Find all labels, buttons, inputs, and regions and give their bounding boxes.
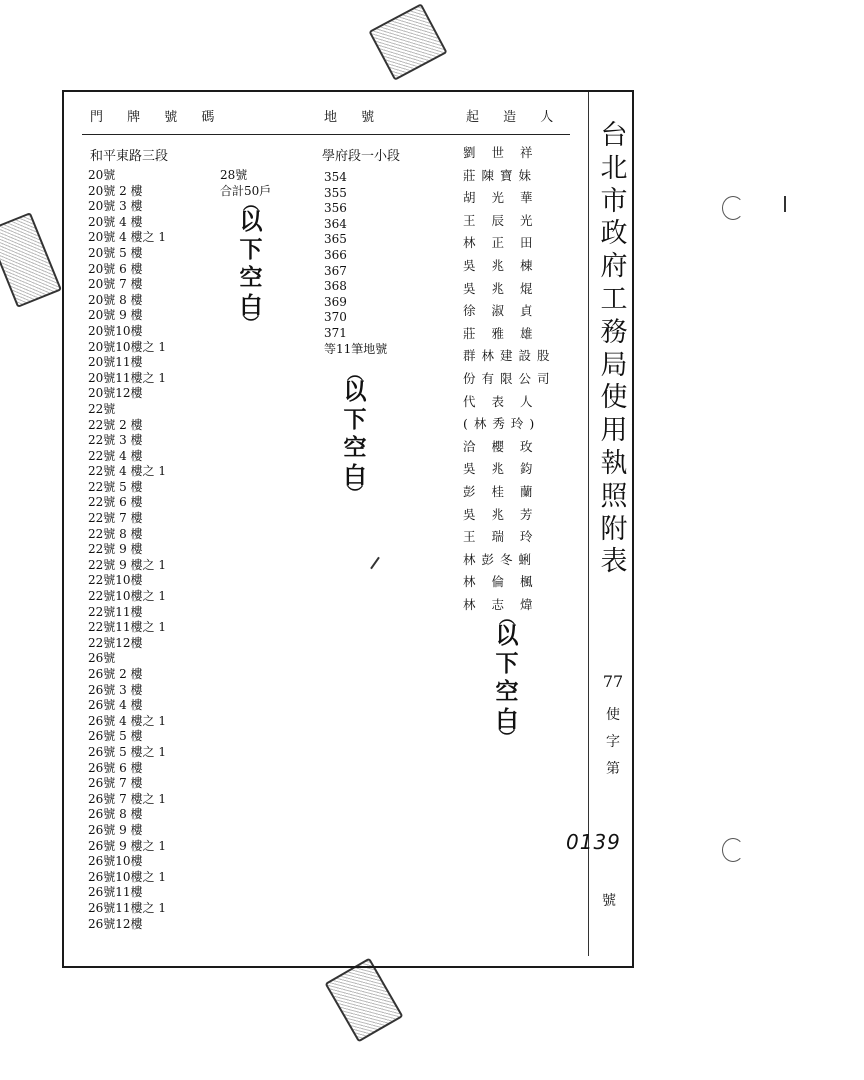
- door-number-entry: 26號 3 樓: [88, 682, 143, 697]
- title-char: 台: [600, 120, 628, 151]
- blank-note: [340, 364, 370, 503]
- door-number-entry: 26號 5 樓: [88, 729, 143, 744]
- permit-type-char: 第: [606, 761, 620, 777]
- lot-number-entry: 370: [324, 310, 347, 325]
- door-number-entry: 26號 9 樓之 1: [88, 838, 166, 853]
- blank-note-char: 白: [239, 293, 263, 319]
- blank-note-char: 下: [495, 651, 519, 677]
- seal-stamp-top: [368, 3, 447, 81]
- door-number-entry: 22號 2 樓: [88, 417, 143, 432]
- blank-note-char: 以: [343, 379, 367, 405]
- title-char: 北: [600, 152, 628, 184]
- door-number-entry: 20號 5 樓: [88, 245, 143, 260]
- door-extra-total: 合計50戶: [220, 183, 272, 198]
- blank-note-char: 空: [495, 679, 519, 705]
- title-char: 照: [600, 480, 628, 512]
- door-number-list: [88, 168, 166, 932]
- permit-type: [600, 702, 626, 783]
- seal-stamp-left: [0, 212, 62, 308]
- lot-number-entry: 369: [324, 294, 347, 309]
- builder-entry: 胡 光 華: [463, 190, 539, 206]
- builder-entry: 徐 淑 貞: [463, 303, 539, 319]
- blank-note-char: 白: [495, 707, 519, 733]
- door-number-entry: 20號 3 樓: [88, 199, 143, 214]
- blank-note-char: 空: [343, 435, 367, 461]
- blank-note-char: 白: [343, 463, 367, 489]
- builder-entry: (林秀玲): [463, 416, 541, 432]
- title-char: 市: [600, 185, 628, 217]
- road-name: 和平東路三段: [90, 149, 169, 164]
- door-number-entry: 22號10樓: [88, 573, 143, 588]
- builder-entry: 莊陳寶妹: [463, 167, 538, 183]
- title-char: 表: [600, 546, 628, 578]
- blank-note: [492, 608, 522, 747]
- builder-entry: 林 志 煒: [463, 596, 539, 612]
- builder-entry: 份有限公司: [463, 370, 556, 386]
- builder-entry: 劉 世 祥: [463, 145, 539, 160]
- door-number-entry: 22號 9 樓之 1: [88, 557, 166, 572]
- title-char: 府: [600, 251, 628, 283]
- builder-entry: 林 倫 楓: [463, 574, 539, 590]
- lot-number-entry: 356: [324, 201, 347, 216]
- door-number-entry: 26號 6 樓: [88, 760, 143, 775]
- title-char: 務: [600, 316, 628, 348]
- lot-number-entry: 等11筆地號: [324, 341, 388, 356]
- lot-number-entry: 366: [324, 247, 347, 262]
- builder-entry: 莊 雅 雄: [463, 325, 539, 341]
- door-number-entry: 22號 5 樓: [88, 479, 143, 494]
- seal-stamp-bottom: [324, 958, 403, 1043]
- permit-type-char: 使: [606, 707, 620, 723]
- lot-number-entry: 354: [324, 170, 347, 184]
- header-door-number: 門 牌 號 碼: [90, 110, 225, 125]
- door-number-entry: 20號 4 樓之 1: [88, 230, 166, 245]
- door-number-entry: 20號12樓: [88, 386, 143, 401]
- door-number-entry: 20號 7 樓: [88, 277, 143, 292]
- builder-entry: 代 表 人: [463, 393, 539, 409]
- builder-entry: 吳 兆 芳: [463, 506, 539, 522]
- door-number-entry: 20號 2 樓: [88, 183, 143, 198]
- door-number-entry: 26號 4 樓: [88, 698, 143, 713]
- door-number-entry: 26號10樓之 1: [88, 869, 166, 884]
- lot-number-entry: 364: [324, 216, 347, 231]
- blank-note-char: 下: [343, 407, 367, 433]
- lot-number-entry: 368: [324, 279, 347, 294]
- header-rule: [82, 134, 570, 135]
- paren-close: ︶: [498, 728, 515, 747]
- door-number-entry: 22號11樓: [88, 604, 143, 619]
- title-char: 附: [600, 513, 628, 545]
- blank-note: [236, 194, 266, 333]
- door-number-entry: 22號11樓之 1: [88, 620, 166, 635]
- scan-mark: [722, 838, 744, 862]
- title-char: 執: [600, 447, 628, 479]
- vertical-title: [598, 120, 630, 579]
- paren-open: ︵: [242, 194, 259, 213]
- builder-entry: 彭 桂 蘭: [463, 483, 539, 499]
- builder-entry: 王 辰 光: [463, 212, 539, 228]
- builder-entry: 林彭冬蜊: [463, 551, 538, 567]
- title-char: 工: [600, 283, 628, 315]
- permit-hao: 號: [602, 893, 616, 909]
- door-number-entry: 22號 4 樓: [88, 448, 143, 463]
- header-lot-number: 地 號: [324, 110, 385, 125]
- door-number-entry: 22號: [88, 401, 116, 416]
- door-number-entry: 20號: [88, 168, 116, 182]
- lot-number-entry: 367: [324, 263, 347, 278]
- blank-note-char: 以: [239, 209, 263, 235]
- door-number-entry: 26號 7 樓: [88, 776, 143, 791]
- permit-type-char: 字: [606, 734, 620, 750]
- door-number-entry: 26號 7 樓之 1: [88, 791, 166, 806]
- door-number-entry: 22號 9 樓: [88, 542, 143, 557]
- builder-entry: 洽 櫻 玫: [463, 438, 539, 454]
- builder-entry: 吳 兆 棟: [463, 257, 539, 273]
- paren-open: ︵: [498, 608, 515, 627]
- door-number-entry: 26號: [88, 651, 116, 666]
- builder-entry: 吳 兆 鈞: [463, 461, 539, 477]
- door-number-entry: 22號 8 樓: [88, 526, 143, 541]
- door-number-entry: 26號 8 樓: [88, 807, 143, 822]
- lot-section: 學府段一小段: [322, 149, 401, 164]
- title-char: 用: [600, 415, 628, 447]
- scan-mark: [784, 196, 786, 212]
- door-number-entry: 20號10樓之 1: [88, 339, 166, 354]
- door-number-entry: 26號11樓: [88, 885, 143, 900]
- door-extra-number: 28號: [220, 168, 248, 182]
- door-number-entry: 20號10樓: [88, 323, 143, 338]
- title-char: 局: [600, 349, 628, 381]
- door-number-entry: 20號 6 樓: [88, 261, 143, 276]
- door-number-entry: 22號12樓: [88, 635, 143, 650]
- title-char: 政: [600, 218, 628, 250]
- door-number-entry: 22號 3 樓: [88, 433, 143, 448]
- blank-note-char: 以: [495, 623, 519, 649]
- door-number-entry: 20號 8 樓: [88, 292, 143, 307]
- door-number-entry: 20號 4 樓: [88, 214, 143, 229]
- door-number-entry: 22號10樓之 1: [88, 589, 166, 604]
- title-divider: [588, 92, 589, 956]
- door-number-entry: 22號 7 樓: [88, 511, 143, 526]
- permit-number: 0139: [566, 830, 621, 854]
- paren-open: ︵: [346, 364, 363, 383]
- door-number-entry: 26號 4 樓之 1: [88, 713, 166, 728]
- lot-number-entry: 355: [324, 185, 347, 200]
- door-number-entry: 26號10樓: [88, 854, 143, 869]
- door-number-entry: 26號 9 樓: [88, 822, 143, 837]
- door-number-entry: 26號12樓: [88, 916, 143, 931]
- lot-number-entry: 365: [324, 232, 347, 247]
- builder-entry: 林 正 田: [463, 235, 539, 251]
- door-number-entry: 20號11樓之 1: [88, 370, 166, 385]
- paren-close: ︶: [346, 484, 363, 503]
- table-header: [62, 106, 572, 128]
- builder-entry: 王 瑞 玲: [463, 529, 539, 545]
- door-number-entry: 22號 6 樓: [88, 495, 143, 510]
- header-builder: 起 造 人: [466, 110, 564, 125]
- door-number-entry: 26號11樓之 1: [88, 900, 166, 915]
- paren-close: ︶: [242, 314, 259, 333]
- door-number-entry: 20號 9 樓: [88, 308, 143, 323]
- blank-note-char: 空: [239, 265, 263, 291]
- permit-year: 77: [602, 672, 624, 691]
- door-number-entry: 22號 4 樓之 1: [88, 464, 166, 479]
- lot-number-entry: 371: [324, 325, 347, 340]
- blank-note-char: 下: [239, 237, 263, 263]
- scan-mark: [722, 196, 744, 220]
- builder-entry: 吳 兆 焜: [463, 280, 539, 296]
- builder-list: [463, 142, 556, 616]
- title-char: 使: [600, 382, 628, 414]
- door-number-entry: 20號11樓: [88, 355, 143, 370]
- lot-number-list: [324, 170, 387, 357]
- builder-entry: 群林建設股: [463, 348, 556, 364]
- door-number-entry: 26號 5 樓之 1: [88, 744, 166, 759]
- door-number-entry: 26號 2 樓: [88, 667, 143, 681]
